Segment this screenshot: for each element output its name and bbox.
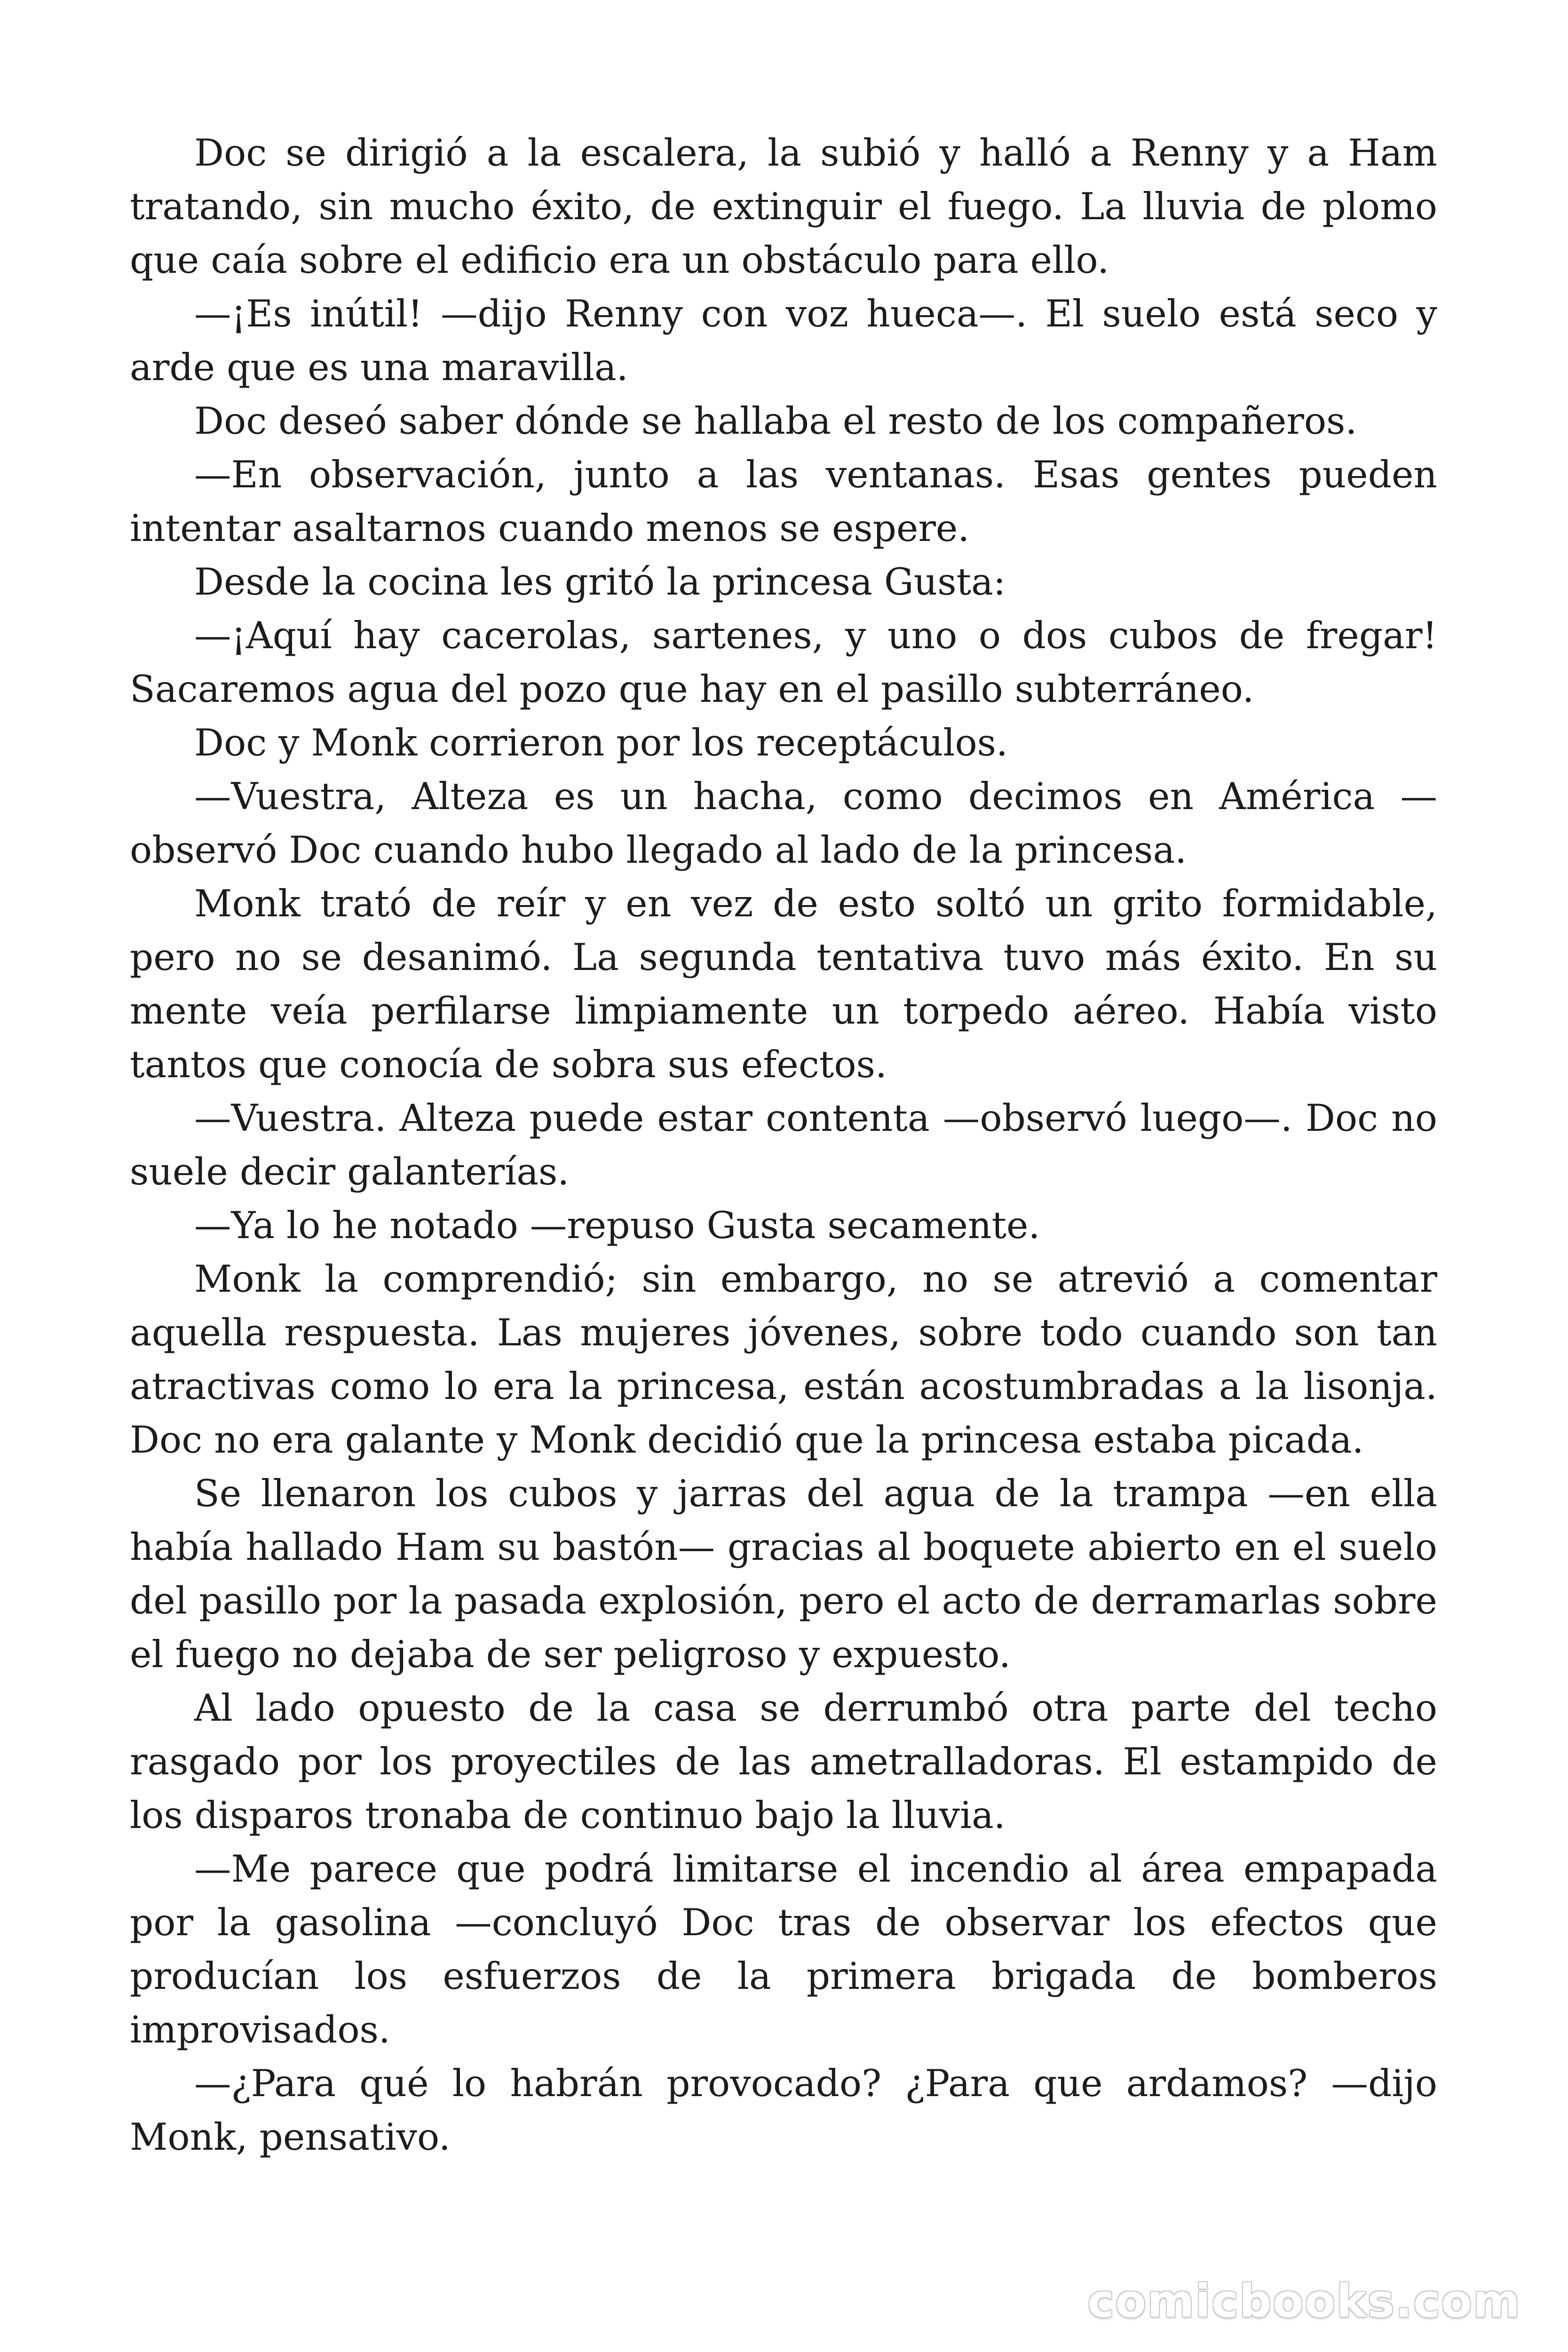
watermark: comicbooks.com bbox=[1087, 2275, 1521, 2328]
paragraph: —¿Para qué lo habrán provocado? ¿Para que ardamos? —dijo Monk, pensativo. bbox=[130, 2062, 1437, 2159]
paragraph: —¡Es inútil! —dijo Renny con voz hueca—. El suelo está seco y arde que es una maravilla. bbox=[130, 292, 1437, 389]
paragraph: —Vuestra, Alteza es un hacha, como decimos en América — observó Doc cuando hubo llegado al lado de la princesa. bbox=[130, 775, 1437, 872]
paragraph: Doc deseó saber dónde se hallaba el resto de los compañeros. bbox=[194, 399, 1357, 443]
paragraph: —Vuestra. Alteza puede estar contenta —observó luego—. Doc no suele decir galanterías. bbox=[130, 1097, 1437, 1193]
paragraph: Al lado opuesto de la casa se derrumbó otra parte del techo rasgado por los proyectiles de las ametralladoras. El estampido de los disparos tronaba de continuo bajo la lluvia. bbox=[130, 1686, 1437, 1837]
paragraph: Doc y Monk corrieron por los receptáculos. bbox=[194, 721, 1008, 764]
paragraph: —¡Aquí hay cacerolas, sartenes, y uno o dos cubos de fregar! Sacaremos agua del pozo que hay en el pasillo subterráneo. bbox=[130, 614, 1437, 711]
paragraph: —En observación, junto a las ventanas. Esas gentes pueden intentar asaltarnos cuando menos se espere. bbox=[130, 453, 1437, 550]
paragraph: Desde la cocina les gritó la princesa Gusta: bbox=[194, 560, 1006, 604]
paragraph: —Me parece que podrá limitarse el incendio al área empapada por la gasolina —concluyó Doc tras de observar los efectos que producían los esfuerzos de la primera brigada de bomberos improvisados. bbox=[130, 1847, 1437, 2051]
page-text bbox=[130, 126, 1437, 2164]
paragraph: Doc se dirigió a la escalera, la subió y halló a Renny y a Ham tratando, sin mucho éxito, de extinguir el fuego. La lluvia de plomo que caía sobre el edificio era un obstáculo para ello. bbox=[130, 131, 1437, 282]
paragraph: Monk trató de reír y en vez de esto soltó un grito formidable, pero no se desanimó. La segunda tentativa tuvo más éxito. En su mente veía perfilarse limpiamente un torpedo aéreo. Había visto tantos que conocía de sobra sus efectos. bbox=[130, 882, 1437, 1086]
paragraph: Monk la comprendió; sin embargo, no se atrevió a comentar aquella respuesta. Las mujeres jóvenes, sobre todo cuando son tan atractivas como lo era la princesa, están acostumbradas a la lisonja. Doc no era galante y Monk decidió que la princesa estaba picada. bbox=[130, 1257, 1437, 1462]
paragraph: —Ya lo he notado —repuso Gusta secamente. bbox=[194, 1204, 1040, 1247]
paragraph: Se llenaron los cubos y jarras del agua de la trampa —en ella había hallado Ham su bastón— gracias al boquete abierto en el suelo del pasillo por la pasada explosión, pero el acto de derramarlas sobre el fuego no dejaba de ser peligroso y expuesto. bbox=[130, 1472, 1437, 1676]
